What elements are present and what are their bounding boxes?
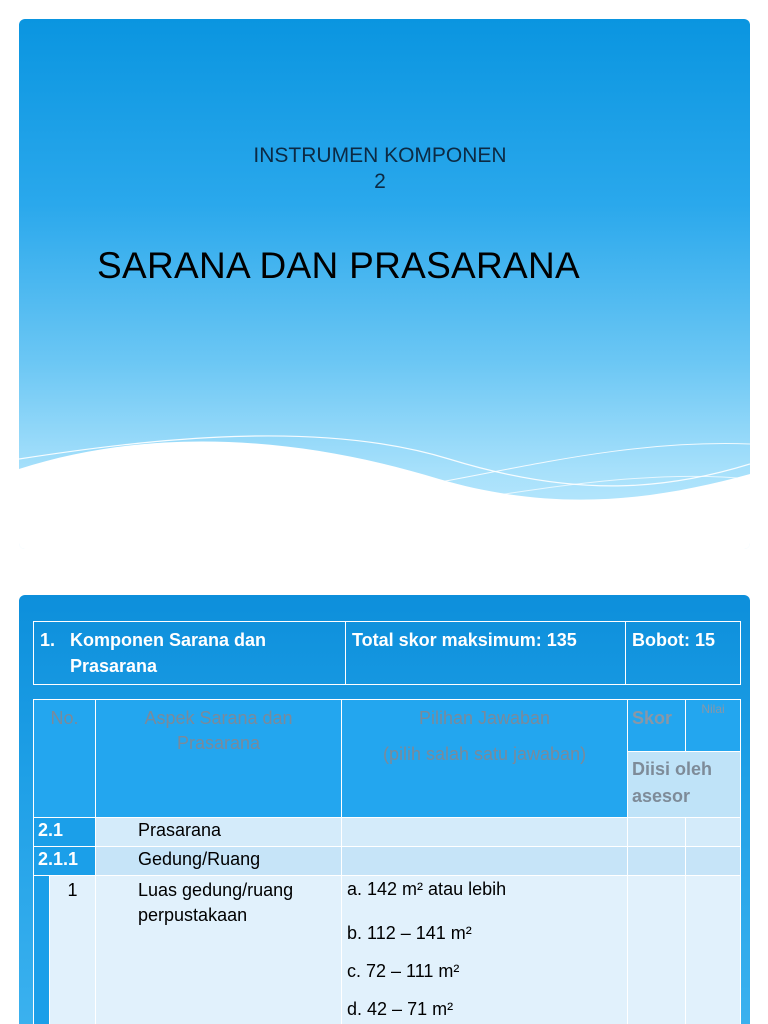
table-row	[34, 876, 741, 1024]
row-options-empty	[342, 818, 628, 847]
item-value-empty	[686, 876, 741, 1024]
header-aspect	[96, 700, 342, 818]
slide-subtitle	[19, 143, 741, 195]
weight-cell: Bobot: 15	[626, 622, 741, 685]
subtitle-line-2: 2	[374, 170, 386, 193]
row-score-empty	[628, 847, 686, 876]
filled-by-line-1: Diisi oleh	[632, 759, 713, 779]
row-label: Prasarana	[96, 818, 342, 847]
title-slide	[19, 19, 750, 549]
item-number: 1	[50, 876, 96, 1024]
option-a: a. 142 m² atau lebih	[347, 879, 507, 899]
table-row	[34, 847, 741, 876]
component-name-line-2: Prasarana	[70, 656, 158, 676]
slide-title: SARANA DAN PRASARANA	[97, 245, 581, 286]
item-label	[96, 876, 342, 1024]
row-value-empty	[686, 818, 741, 847]
item-score-empty	[628, 876, 686, 1024]
header-value: Nilai	[686, 700, 741, 752]
filled-by-line-2: asesor	[632, 786, 691, 806]
component-name-line-1: Komponen Sarana dan	[70, 630, 267, 650]
row-value-empty	[686, 847, 741, 876]
header-options	[342, 700, 628, 818]
header-score: Skor	[628, 700, 686, 752]
row-stripe	[34, 876, 50, 1024]
row-label: Gedung/Ruang	[96, 847, 342, 876]
subtitle-line-1: INSTRUMEN KOMPONEN	[253, 144, 507, 167]
table-row	[34, 818, 741, 847]
header-no: No.	[34, 700, 96, 818]
header-options-line-2: (pilih salah satu jawaban)	[382, 744, 587, 764]
component-number: 1.	[40, 630, 56, 650]
option-d: d. 42 – 71 m²	[347, 999, 454, 1019]
row-options-empty	[342, 847, 628, 876]
item-label-line-2: perpustakaan	[138, 905, 248, 925]
header-aspect-line-2: Prasarana	[176, 733, 261, 753]
total-score-cell: Total skor maksimum: 135	[346, 622, 626, 685]
header-filled-by	[628, 752, 741, 818]
item-options	[342, 876, 628, 1024]
component-name-cell	[34, 622, 346, 685]
row-score-empty	[628, 818, 686, 847]
instrument-table	[33, 699, 741, 1024]
component-header-table	[33, 621, 741, 685]
header-options-line-1: Pilihan Jawaban	[418, 708, 551, 728]
row-number: 2.1	[34, 818, 96, 847]
table-slide	[19, 595, 750, 1024]
option-c: c. 72 – 111 m²	[347, 961, 460, 981]
option-b: b. 112 – 141 m²	[347, 923, 472, 943]
header-aspect-line-1: Aspek Sarana dan	[144, 708, 293, 728]
row-number: 2.1.1	[34, 847, 96, 876]
item-label-line-1: Luas gedung/ruang	[138, 880, 294, 900]
